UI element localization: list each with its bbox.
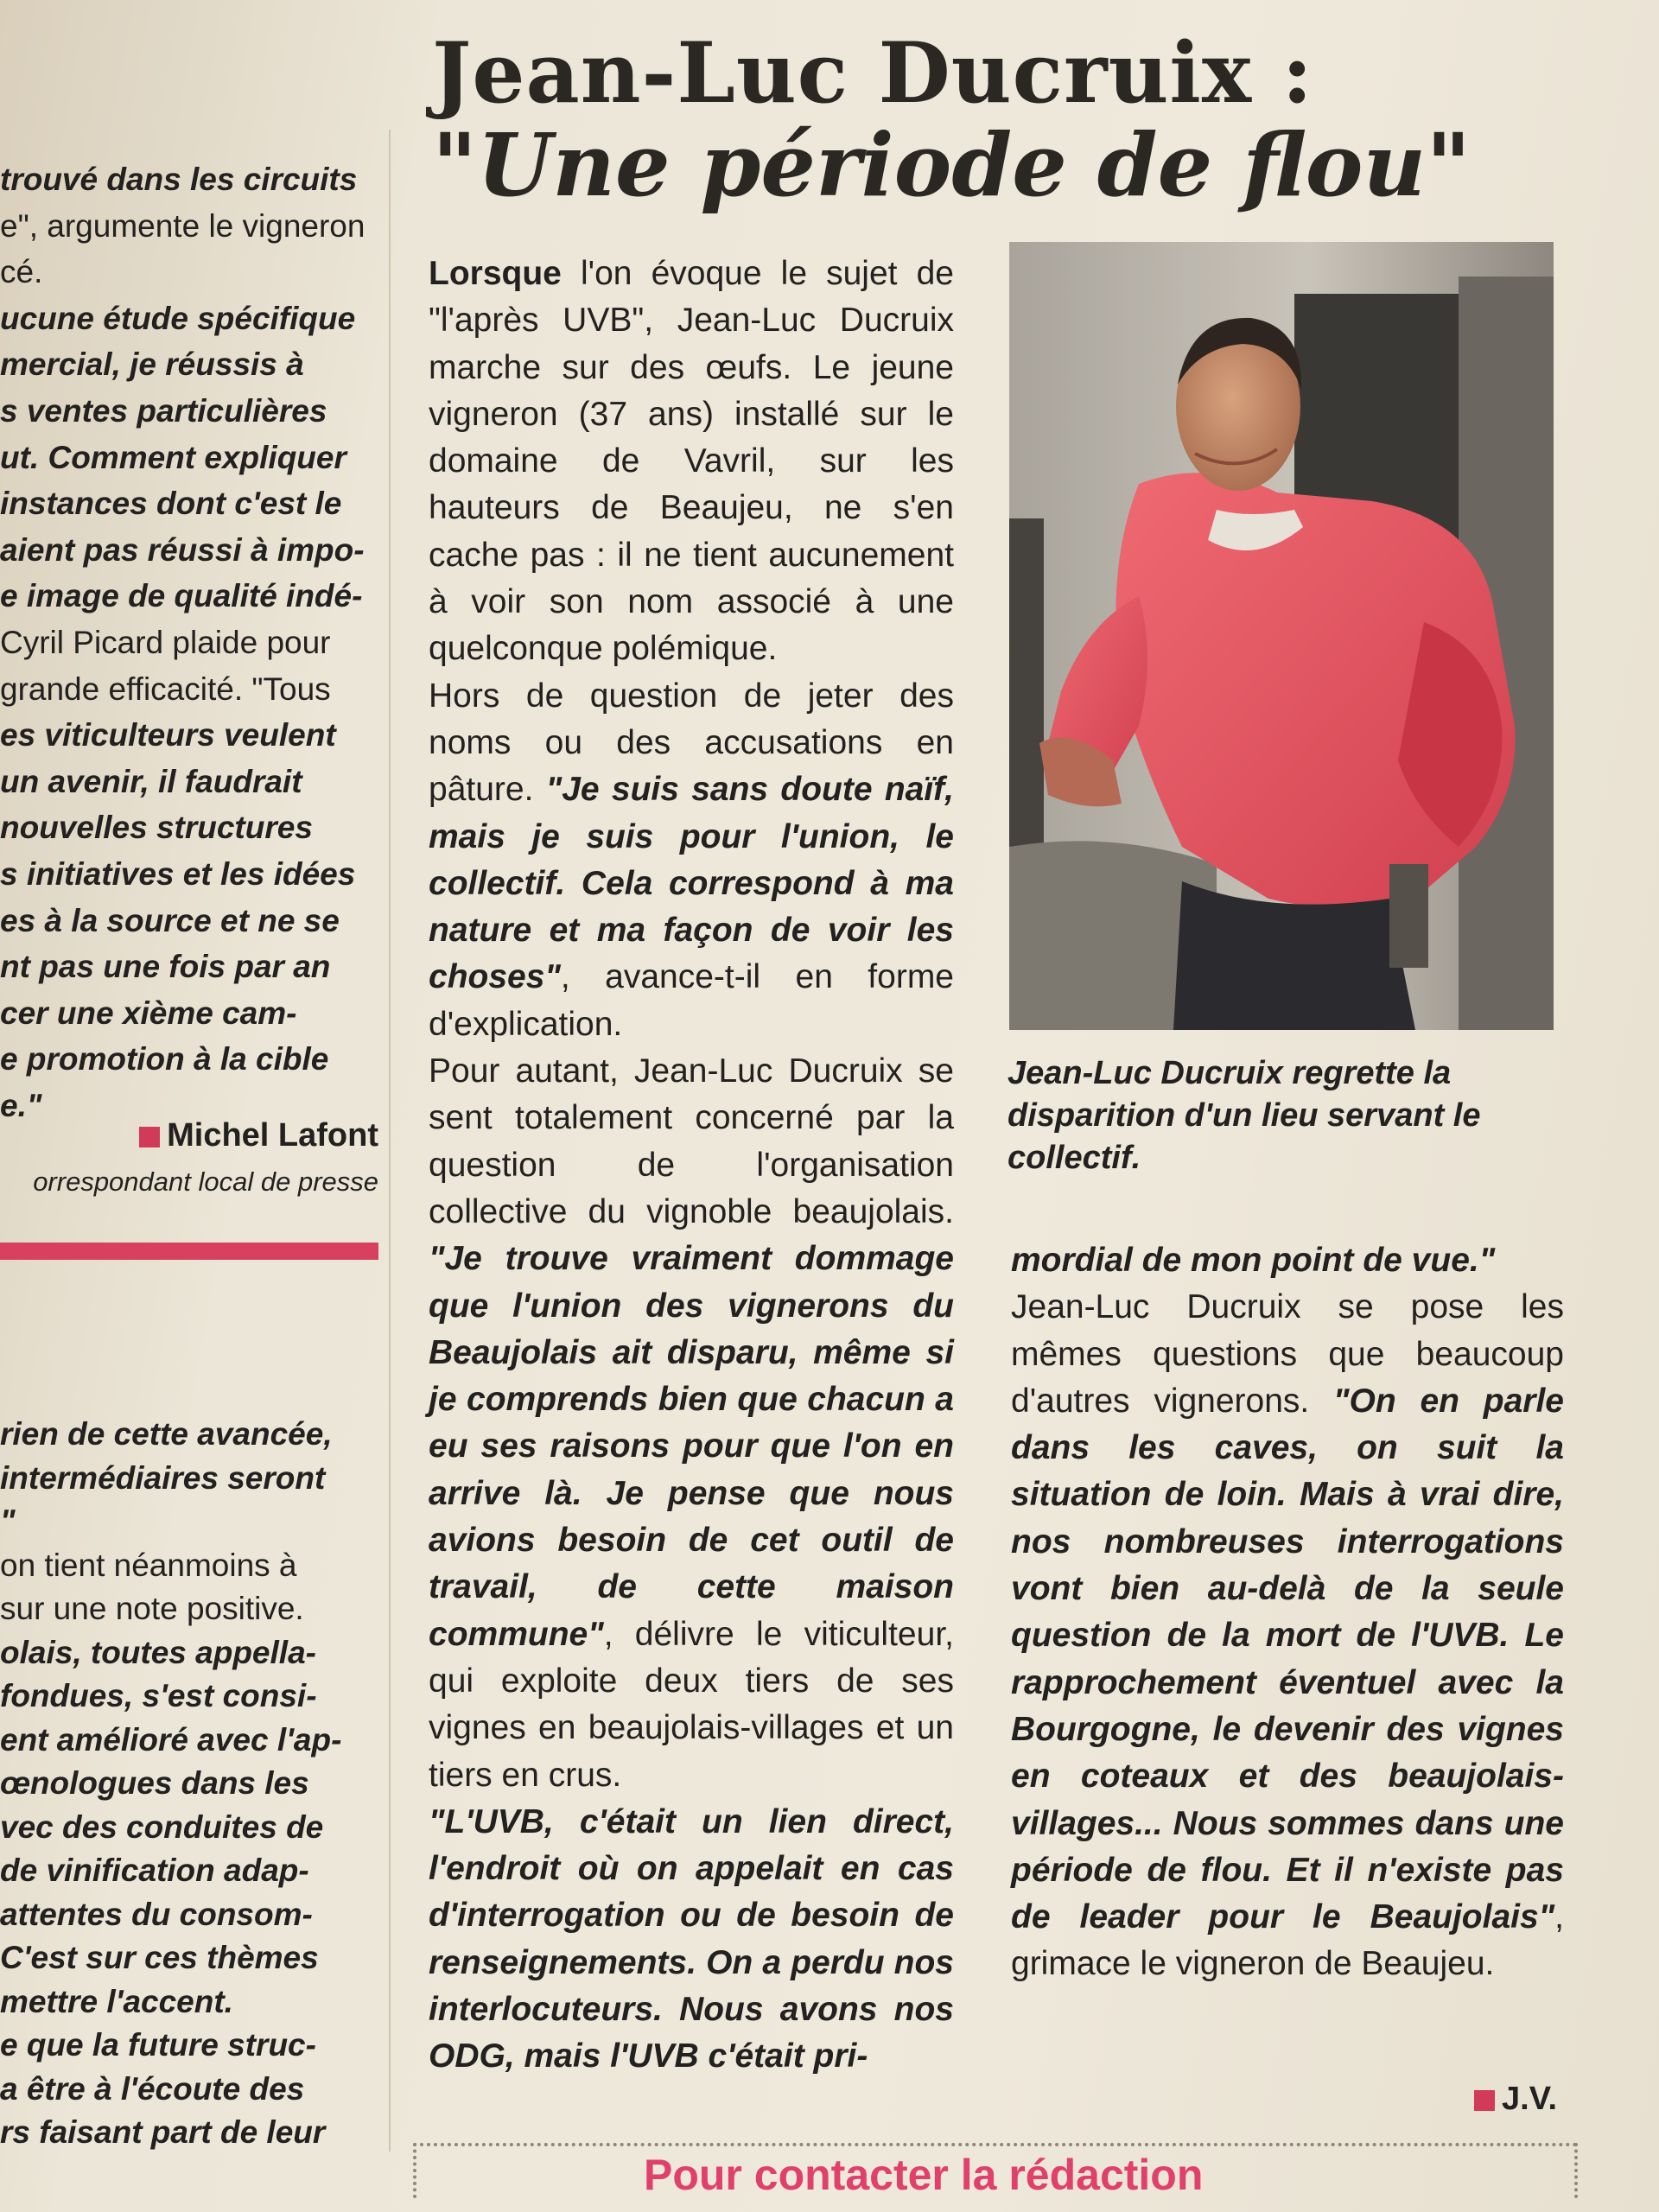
- left-column-line: mettre l'accent.: [0, 1983, 233, 2019]
- paragraph-4-quote-end: mordial de mon point de vue.": [1011, 1242, 1496, 1279]
- paragraph-2: [429, 673, 954, 1048]
- left-column-line: ": [0, 1503, 16, 1539]
- left-column-line: un avenir, il faudrait: [0, 763, 302, 799]
- article-column-2: [1011, 1237, 1564, 1988]
- paragraph-5: [1011, 1284, 1564, 1987]
- left-column-line: ucune étude spécifique: [0, 300, 356, 336]
- left-signature: [139, 1117, 378, 1154]
- left-column-line: e image de qualité indé-: [0, 578, 363, 614]
- left-column-line: on tient néanmoins à: [0, 1547, 297, 1583]
- left-column-line: ut. Comment expliquer: [0, 439, 346, 475]
- article-column-1: [429, 251, 954, 2081]
- left-column-line: es viticulteurs veulent: [0, 717, 336, 753]
- paragraph-1-text: l'on évoque le sujet de "l'après UVB", Jean-Luc Ducruix marche sur des œufs. Le jeune vigneron (37 ans) installé sur le domaine de Vavril, sur les hauteurs de Beaujeu, ne s'en cache pas : il ne tient aucunement à voir son nom associé à une quelconque polémique.: [429, 255, 954, 668]
- left-column-line: e que la future struc-: [0, 2027, 316, 2063]
- signature-square-icon: [139, 1127, 160, 1147]
- paragraph-1: [429, 251, 954, 673]
- left-column-line: e.": [0, 1088, 42, 1123]
- left-column-line: rien de cette avancée,: [0, 1416, 333, 1452]
- left-column-line: nt pas une fois par an: [0, 949, 331, 985]
- paragraph-2-quote: "Je suis sans doute naïf, mais je suis pour l'union, le collectif. Cela correspond à ma nature et ma façon de voir les choses": [429, 771, 954, 996]
- portrait-photo-svg: [1009, 242, 1554, 1030]
- left-column-line: trouvé dans les circuits: [0, 162, 358, 197]
- headline-line-1: Jean-Luc Ducruix :: [432, 24, 1313, 122]
- left-column-line: mercial, je réussis à: [0, 346, 304, 383]
- paragraph-3-text-a: Pour autant, Jean-Luc Ducruix se sent totalement concerné par la question de l'organisation collective du vignoble beaujolais.: [429, 1052, 954, 1230]
- paragraph-3-text-b: , délivre le viticulteur, qui exploite deux tiers de ses vignes en beaujolais-villages et un tiers en crus.: [429, 1615, 954, 1794]
- paragraph-5-text-a: Jean-Luc Ducruix se pose les mêmes questions que beaucoup d'autres vignerons.: [1011, 1288, 1564, 1420]
- paragraph-3-quote: "Je trouve vraiment dommage que l'union des vignerons du Beaujolais ait disparu, même si je comprends bien que chacun a eu ses raisons pour que l'on en arrive là. Je pense que nous avions besoin de cet outil de travail, de cette maison commune": [429, 1240, 954, 1653]
- contact-heading: Pour contacter la rédaction: [644, 2151, 1204, 2199]
- left-column-line: sur une note positive.: [0, 1591, 304, 1626]
- left-column-line: e", argumente le vigneron: [0, 207, 365, 244]
- paragraph-2-text-b: , avance-t-il en forme d'explication.: [429, 958, 954, 1043]
- left-signature-role: orrespondant local de presse: [33, 1166, 378, 1197]
- left-column-line: s ventes particulières: [0, 393, 327, 429]
- column-rule: [389, 130, 391, 2152]
- left-column-line: fondues, s'est consi-: [0, 1678, 317, 1713]
- author-square-icon: [1474, 2090, 1495, 2111]
- lead-word: Lorsque: [429, 255, 562, 292]
- paragraph-4-continued: [1011, 1237, 1564, 1284]
- paragraph-2-text-a: Hors de question de jeter des noms ou des accusations en pâture.: [429, 677, 954, 809]
- left-column-line: vec des conduites de: [0, 1808, 324, 1845]
- left-column-line: aient pas réussi à impo-: [0, 531, 365, 568]
- left-column-line: nouvelles structures: [0, 810, 313, 846]
- paragraph-5-quote: "On en parle dans les caves, on suit la situation de loin. Mais à vrai dire, nos nombreuses interrogations vont bien au-delà de la seule question de la mort de l'UVB. Le rapprochement éventuel avec la Bourgogne, le devenir des vignes en coteaux et des beaujolais-villages... Nous sommes dans une période de flou. Et il n'existe pas de leader pour le Beaujolais": [1011, 1382, 1564, 1936]
- left-column-line: instances dont c'est le: [0, 486, 342, 522]
- photo-caption: Jean-Luc Ducruix regrette la disparition d'un lieu servant le collectif.: [1007, 1055, 1481, 1176]
- left-column-line: cé.: [0, 254, 43, 290]
- paragraph-4: [429, 1799, 954, 2081]
- left-column-line: cer une xième cam-: [0, 995, 297, 1031]
- left-column-line: ent amélioré avec l'ap-: [0, 1721, 342, 1758]
- left-column-line: Cyril Picard plaide pour: [0, 625, 331, 660]
- left-column-line: e promotion à la cible: [0, 1041, 329, 1077]
- left-column-line: grande efficacité. "Tous: [0, 671, 331, 707]
- section-divider: [0, 1243, 378, 1260]
- author-signature: [1474, 2081, 1557, 2118]
- left-column-line: rs faisant part de leur: [0, 2114, 326, 2150]
- headline-line-2: "Une période de flou": [432, 114, 1471, 216]
- left-column-line: es à la source et ne se: [0, 902, 340, 938]
- paragraph-4-quote: "L'UVB, c'était un lien direct, l'endroit où on appelait en cas d'interrogation ou de besoin de renseignements. On a perdu nos interlocuteurs. Nous avons nos ODG, mais l'UVB c'était pri-: [429, 1802, 954, 2075]
- paragraph-3: [429, 1048, 954, 1799]
- left-article-column: [0, 138, 378, 2212]
- author-initials: J.V.: [1502, 2081, 1558, 2117]
- left-column-line: s initiatives et les idées: [0, 856, 356, 892]
- signature-name: Michel Lafont: [167, 1117, 378, 1154]
- left-column-line: a être à l'écoute des: [0, 2070, 305, 2107]
- left-column-line: œnologues dans les: [0, 1765, 309, 1801]
- left-column-line: C'est sur ces thèmes: [0, 1940, 319, 1975]
- left-column-line: intermédiaires seront: [0, 1459, 326, 1496]
- left-column-line: olais, toutes appella-: [0, 1634, 316, 1670]
- left-column-line: de vinification adap-: [0, 1853, 309, 1888]
- portrait-photo: [1009, 242, 1554, 1030]
- left-column-line: attentes du consom-: [0, 1896, 313, 1932]
- paragraph-5-text-b: , grimace le vigneron de Beaujeu.: [1011, 1898, 1564, 1983]
